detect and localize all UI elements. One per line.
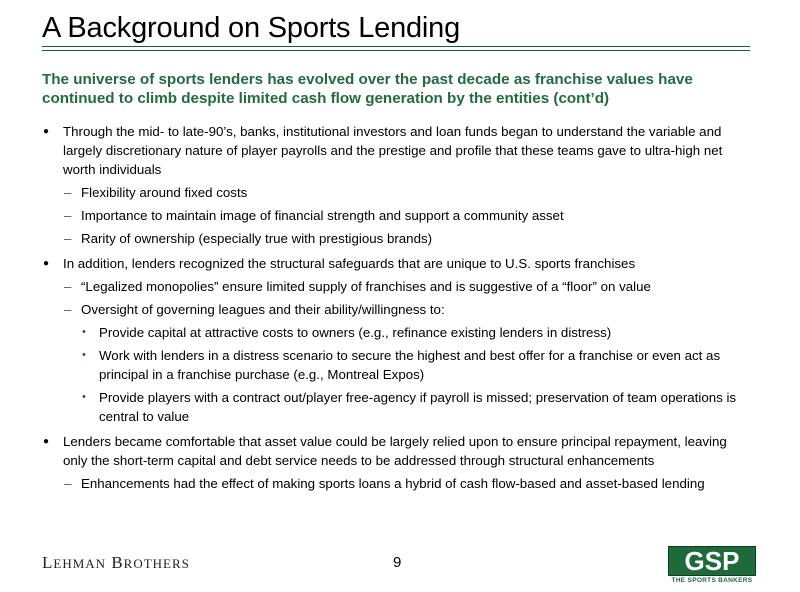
sub-bullet-item bbox=[42, 206, 754, 225]
bullet-item bbox=[42, 432, 754, 470]
sub-sub-bullet-item bbox=[42, 323, 754, 342]
sub-sub-bullet-item bbox=[42, 388, 754, 426]
brand-smallcaps: ROTHERS bbox=[123, 556, 190, 571]
bullet-text: Through the mid- to late-90’s, banks, institutional investors and loan funds began to understand the variable and largely discretionary nature of player payrolls and the prestige and profile that these teams gave to ultra-high net worth individuals bbox=[63, 124, 723, 177]
small-bullet-icon: • bbox=[82, 349, 86, 361]
bullet-text: In addition, lenders recognized the structural safeguards that are unique to U.S. sports franchises bbox=[63, 256, 636, 271]
sub-bullet-text: Oversight of governing leagues and their ability/willingness to: bbox=[81, 302, 445, 317]
sub-sub-bullet-text: Provide capital at attractive costs to owners (e.g., refinance existing lenders in distress) bbox=[99, 325, 612, 340]
bullet-text: Lenders became comfortable that asset value could be largely relied upon to ensure principal repayment, leaving only the short-term capital and debt service needs to be addressed through structural enhancements bbox=[63, 434, 727, 468]
bullet-dot-icon: ● bbox=[43, 436, 50, 447]
logo-text: GSP bbox=[684, 546, 740, 576]
lehman-brothers-logo bbox=[42, 553, 190, 573]
brand-initial: L bbox=[42, 553, 54, 572]
title-divider-bottom bbox=[42, 50, 750, 51]
sub-bullet-item bbox=[42, 277, 754, 296]
brand-smallcaps: EHMAN bbox=[53, 556, 107, 571]
gsp-logo bbox=[668, 546, 756, 586]
slide-subtitle: The universe of sports lenders has evolved over the past decade as franchise values have continued to climb despite limited cash flow generation by the entities (cont’d) bbox=[42, 71, 693, 107]
small-bullet-icon: • bbox=[82, 391, 86, 403]
sub-bullet-text: Flexibility around fixed costs bbox=[81, 185, 248, 200]
bullet-item bbox=[42, 254, 754, 273]
sub-sub-bullet-text: Work with lenders in a distress scenario to secure the highest and best offer for a franchise or even act as principal in a franchise purchase (e.g., Montreal Expos) bbox=[99, 348, 721, 382]
dash-icon: – bbox=[64, 476, 72, 491]
title-divider-top bbox=[42, 46, 750, 47]
sub-bullet-text: “Legalized monopolies” ensure limited supply of franchises and is suggestive of a “floor” on value bbox=[81, 279, 651, 294]
sub-sub-bullet-item bbox=[42, 346, 754, 384]
dash-icon: – bbox=[64, 185, 72, 200]
sub-bullet-item bbox=[42, 474, 754, 493]
bullet-item bbox=[42, 122, 754, 179]
bullet-list bbox=[42, 122, 754, 493]
sub-bullet-text: Enhancements had the effect of making sports loans a hybrid of cash flow-based and asset-based lending bbox=[81, 476, 705, 491]
page-title: A Background on Sports Lending bbox=[42, 12, 461, 44]
small-bullet-icon: • bbox=[82, 326, 86, 338]
dash-icon: – bbox=[64, 302, 72, 317]
dash-icon: – bbox=[64, 231, 72, 246]
dash-icon: – bbox=[64, 279, 72, 294]
sub-bullet-item bbox=[42, 183, 754, 202]
page-number: 9 bbox=[393, 554, 402, 571]
bullet-dot-icon: ● bbox=[43, 126, 50, 137]
sub-bullet-item bbox=[42, 229, 754, 248]
sub-bullet-text: Rarity of ownership (especially true with prestigious brands) bbox=[81, 231, 433, 246]
logo-tagline: THE SPORTS BANKERS bbox=[671, 577, 753, 584]
sub-bullet-item bbox=[42, 300, 754, 319]
brand-initial: B bbox=[111, 553, 124, 572]
sub-sub-bullet-text: Provide players with a contract out/player free-agency if payroll is missed; preservation of team operations is central to value bbox=[99, 390, 737, 424]
bullet-dot-icon: ● bbox=[43, 258, 50, 269]
dash-icon: – bbox=[64, 208, 72, 223]
sub-bullet-text: Importance to maintain image of financial strength and support a community asset bbox=[81, 208, 564, 223]
